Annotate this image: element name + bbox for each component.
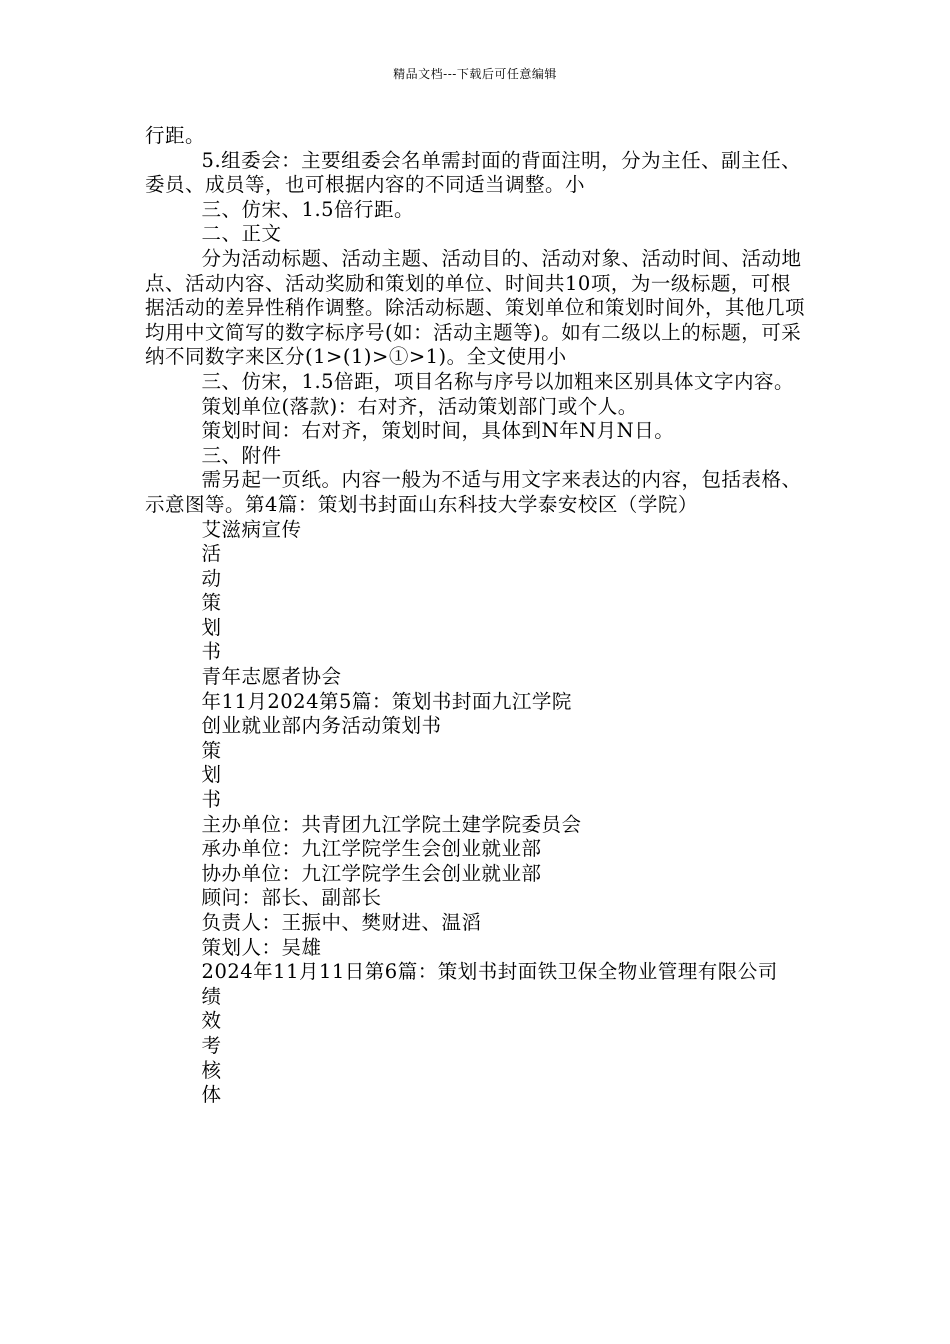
paragraph: 2024年11月11日第6篇：策划书封面铁卫保全物业管理有限公司 xyxy=(201,960,778,984)
paragraph: 划 xyxy=(201,763,222,787)
paragraph: 三、仿宋，1.5倍距，项目名称与序号以加粗来区别具体文字内容。 xyxy=(201,369,795,393)
paragraph: 绩 xyxy=(201,984,222,1008)
paragraph: 书 xyxy=(201,640,222,664)
paragraph: 分为活动标题、活动主题、活动目的、活动对象、活动时间、活动地点、活动内容、活动奖励和策划的单位、时间共10项，为一级标题，可根据活动的差异性稍作调整。除活动标题、策划单位和策划时间外，其他几项均用中文简写的数字标序号(如：活动主题等)。如有二级以上的标题，可采纳不同数字来区分(1>(1)>①>1)。全文使用小 xyxy=(145,246,806,369)
paragraph: 二、正文 xyxy=(201,222,282,246)
paragraph: 划 xyxy=(201,615,222,639)
paragraph: 协办单位：九江学院学生会创业就业部 xyxy=(201,861,542,885)
paragraph: 主办单位：共青团九江学院土建学院委员会 xyxy=(201,812,582,836)
paragraph: 核 xyxy=(201,1058,222,1082)
paragraph: 考 xyxy=(201,1033,222,1057)
paragraph: 行距。 xyxy=(145,124,206,147)
paragraph: 策划时间：右对齐，策划时间，具体到N年N月N日。 xyxy=(201,419,675,443)
paragraph: 承办单位：九江学院学生会创业就业部 xyxy=(201,837,542,861)
paragraph: 书 xyxy=(201,788,222,812)
paragraph: 策划人：吴雄 xyxy=(201,935,322,959)
paragraph: 策 xyxy=(201,738,222,762)
paragraph: 效 xyxy=(201,1009,222,1033)
paragraph: 艾滋病宣传 xyxy=(201,517,302,541)
paragraph: 5.组委会：主要组委会名单需封面的背面注明，分为主任、副主任、委员、成员等，也可根据内容的不同适当调整。小 xyxy=(145,148,802,197)
paragraph: 创业就业部内务活动策划书 xyxy=(201,714,442,738)
paragraph: 活 xyxy=(201,542,222,566)
paragraph: 策 xyxy=(201,591,222,615)
document-body xyxy=(145,124,807,1108)
paragraph: 负责人：王振中、樊财进、温滔 xyxy=(201,911,482,934)
paragraph: 需另起一页纸。内容一般为不适与用文字来表达的内容，包括表格、示意图等。第4篇：策划书封面山东科技大学泰安校区（学院） xyxy=(145,468,802,516)
paragraph: 三、附件 xyxy=(201,443,282,467)
paragraph: 动 xyxy=(201,566,222,590)
page-header: 精品文档---下载后可任意编辑 xyxy=(393,67,557,81)
paragraph: 体 xyxy=(201,1083,222,1107)
paragraph: 年11月2024第5篇：策划书封面九江学院 xyxy=(201,689,572,713)
paragraph: 青年志愿者协会 xyxy=(201,665,342,689)
paragraph: 策划单位(落款)：右对齐，活动策划部门或个人。 xyxy=(201,394,638,418)
paragraph: 三、仿宋、1.5倍行距。 xyxy=(201,197,415,221)
paragraph: 顾问：部长、副部长 xyxy=(201,886,382,910)
